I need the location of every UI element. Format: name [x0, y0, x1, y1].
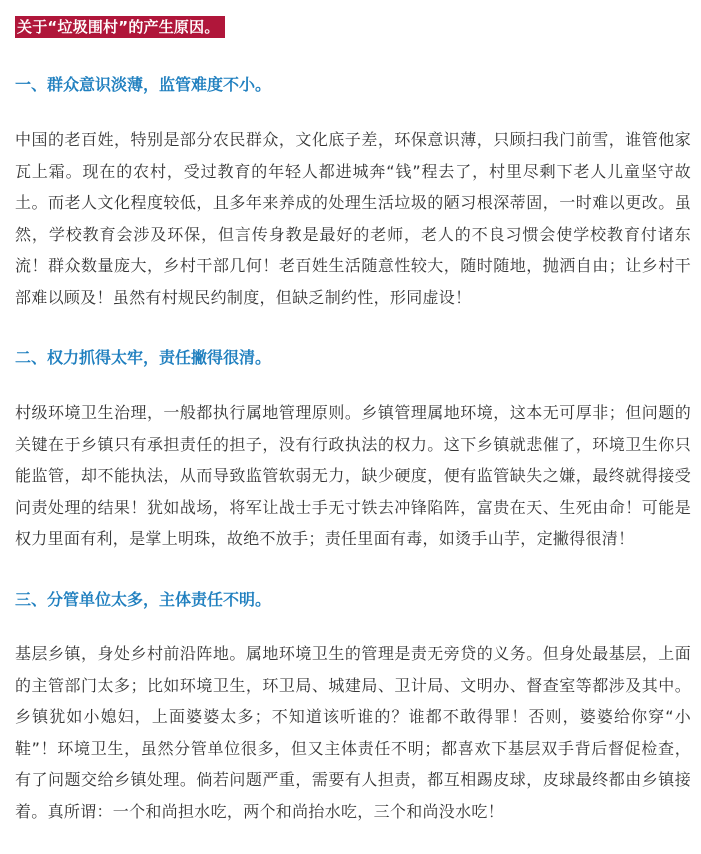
section-paragraph-3: 基层乡镇，身处乡村前沿阵地。属地环境卫生的管理是责无旁贷的义务。但身处最基层，上面的主管部门太多；比如环境卫生，环卫局、城建局、卫计局、文明办、督查室等都涉及其中。乡镇犹如小媳妇，上面婆婆太多；不知道该听谁的？谁都不敢得罪！否则，婆婆给你穿“小鞋”！环境卫生，虽然分管单位很多，但又主体责任不明；都喜欢下基层双手背后督促检查，有了问题交给乡镇处理。倘若问题严重，需要有人担责，都互相踢皮球，皮球最终都由乡镇接着。真所谓：一个和尚担水吃，两个和尚抬水吃，三个和尚没水吃！	[15, 644, 691, 821]
section-heading-1: 一、群众意识淡薄，监管难度不小。	[15, 75, 272, 94]
section-paragraph-1: 中国的老百姓，特别是部分农民群众，文化底子差，环保意识薄，只顾扫我门前雪，谁管他家瓦上霜。现在的农村，受过教育的年轻人都进城奔“钱”程去了，村里尽剩下老人儿童坚守故土。而老人文化程度较低，且多年来养成的处理生活垃圾的陋习根深蒂固，一时难以更改。虽然，学校教育会涉及环保，但言传身教是最好的老师，老人的不良习惯会使学校教育付诸东流！群众数量庞大，乡村干部几何！老百姓生活随意性较大，随时随地，抛洒自由；让乡村干部难以顾及！虽然有村规民约制度，但缺乏制约性，形同虚设！	[15, 130, 691, 307]
article	[15, 16, 695, 821]
section-heading-2: 二、权力抓得太牢，责任撇得很清。	[15, 348, 272, 367]
section-heading-3: 三、分管单位太多，主体责任不明。	[15, 590, 272, 609]
section-paragraph-2: 村级环境卫生治理，一般都执行属地管理原则。乡镇管理属地环境，这本无可厚非；但问题的关键在于乡镇只有承担责任的担子，没有行政执法的权力。这下乡镇就悲催了，环境卫生你只能监管，却不能执法，从而导致监管软弱无力，缺少硬度，便有监管缺失之嫌，最终就得接受问责处理的结果！犹如战场，将军让战士手无寸铁去冲锋陷阵，富贵在天、生死由命！可能是权力里面有利，是掌上明珠，故绝不放手；责任里面有毒，如烫手山芋，定撇得很清！	[15, 403, 691, 548]
article-title: 关于“垃圾围村”的产生原因。	[15, 16, 225, 38]
